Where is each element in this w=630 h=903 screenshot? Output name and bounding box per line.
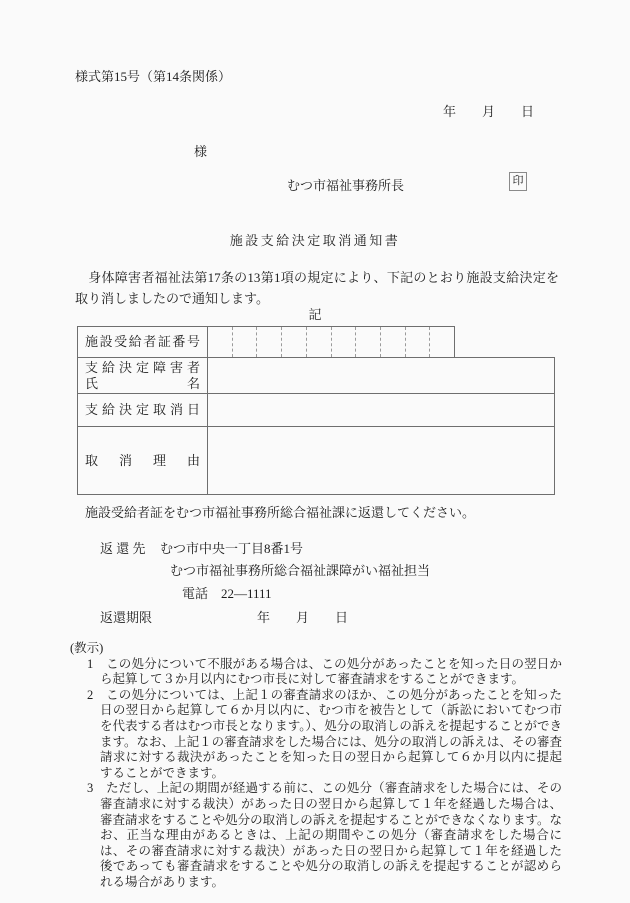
cancel-reason-label: 取消理由 <box>85 452 200 468</box>
recipient-number-digit-cell[interactable] <box>430 327 454 357</box>
document-title: 施設支給決定取消通知書 <box>229 233 401 248</box>
recipient-number-row <box>77 326 455 358</box>
recipient-number-label: 施設受給者証番号 <box>85 334 200 349</box>
recipient-number-digit-cell[interactable] <box>208 327 233 357</box>
recipient-number-digit-cell[interactable] <box>406 327 431 357</box>
return-department: むつ市福祉事務所総合福祉課障がい福祉担当 <box>170 563 431 578</box>
cancel-date-value-cell[interactable] <box>208 394 554 426</box>
cancel-reason-row <box>77 426 555 495</box>
recipient-number-digit-cell[interactable] <box>307 327 332 357</box>
issuer-title: むつ市福祉事務所長 <box>287 178 405 193</box>
body-paragraph: 身体障害者福祉法第17条の13第1項の規定により、下記のとおり施設支給決定を取り消しましたので通知します。 <box>75 270 559 306</box>
instructions-heading: (教示) <box>70 641 104 655</box>
recipient-name-label-line1: 支給決定障害者 <box>85 359 200 375</box>
seal-box <box>509 172 527 191</box>
recipient-number-digit-cell[interactable] <box>332 327 357 357</box>
recipient-name-label-line2: 氏名 <box>85 375 200 391</box>
recipient-number-digit-cell[interactable] <box>257 327 282 357</box>
recipient-number-digit-cell[interactable] <box>356 327 381 357</box>
instruction-item-3: 3 ただし、上記の期間が経過する前に、この処分（審査請求をした場合には、その審査請求に対する裁決）があった日の翌日から起算して１年を経過した場合は、審査請求をすることや処分の取消しの訴えを提起することができなくなります。なお、正当な理由があるときは、上記の期間やこの処分（審査請求をした場合には、その審査請求に対する裁決）があった日の翌日から起算して１年を経過した後であっても審査請求をすることや処分の取消しの訴えを提起することが認められる場合があります。 <box>87 781 562 889</box>
cancel-date-label-cell <box>78 394 208 426</box>
phone-number: 電話 22―1111 <box>182 586 272 601</box>
date-placeholder-top: 年 月 日 <box>443 104 535 119</box>
recipient-number-digit-cells[interactable] <box>208 327 454 357</box>
deadline-date-placeholder: 年 月 日 <box>257 610 349 625</box>
deadline-label: 返還期限 <box>100 610 153 625</box>
record-marker: 記 <box>308 307 322 322</box>
instruction-item-1: 1 この処分について不服がある場合は、この処分があったことを知った日の翌日から起算して３か月以内にむつ市長に対して審査請求をすることができます。 <box>87 656 562 687</box>
cancel-reason-label-cell <box>78 427 208 494</box>
form-number-label: 様式第15号（第14条関係） <box>75 69 232 84</box>
recipient-name-value-cell[interactable] <box>208 358 554 393</box>
cancel-reason-value-cell[interactable] <box>208 427 554 494</box>
recipient-name-label-cell <box>78 358 208 393</box>
cancel-date-label: 支給決定取消日 <box>85 402 200 417</box>
return-instruction-note: 施設受給者証をむつ市福祉事務所総合福祉課に返還してください。 <box>85 505 476 520</box>
recipient-number-digit-cell[interactable] <box>282 327 307 357</box>
instruction-item-2: 2 この処分については、上記１の審査請求のほか、この処分があったことを知った日の翌日から起算して６か月以内に、むつ市を被告として（訴訟においてむつ市を代表する者はむつ市長となります。）、処分の取消しの訴えを提起することができます。なお、上記１の審査請求をした場合には、処分の取消しの訴えは、その審査請求に対する裁決があったことを知った日の翌日から起算して６か月以内に提起することができます。 <box>87 687 562 780</box>
addressee-honorific: 様 <box>194 144 208 159</box>
recipient-number-digit-cell[interactable] <box>381 327 406 357</box>
cancel-date-row <box>77 393 555 427</box>
recipient-number-label-cell <box>78 327 208 357</box>
details-table <box>77 326 555 495</box>
return-address-value: むつ市中央一丁目8番1号 <box>160 541 304 556</box>
recipient-number-digit-cell[interactable] <box>233 327 258 357</box>
recipient-name-row <box>77 357 555 394</box>
seal-label: 印 <box>512 175 524 187</box>
instructions-section <box>70 641 562 891</box>
return-address-label: 返 還 先 <box>100 541 146 556</box>
